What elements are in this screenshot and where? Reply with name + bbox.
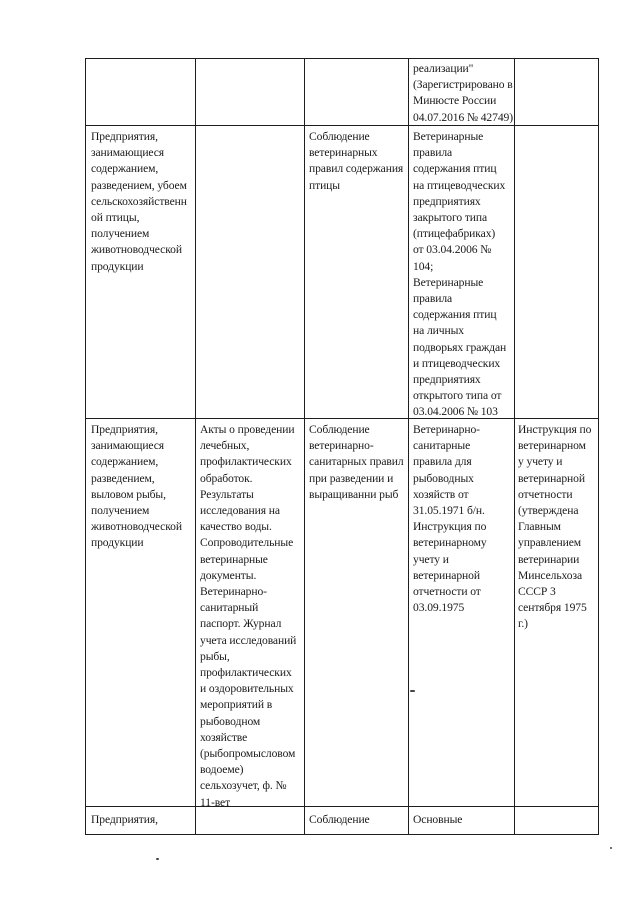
subject-cell: Предприятия, занимающиеся содержанием, разведением, убоем сельскохозяйственн ой птицы, получением животноводческой продукции	[91, 130, 187, 273]
table-border	[85, 58, 599, 59]
requirement-cell: Соблюдение ветеринарных правил содержания птицы	[309, 130, 404, 192]
table-border	[85, 125, 599, 126]
regulation-cell: Ветеринарные правила содержания птиц на птицеводческих предприятиях закрытого типа (птицефабриках) от 03.04.2006 № 104; Ветеринарные правила содержания птиц на личных подворьях граждан и птицеводческих предприятиях открытого типа от 03.04.2006 № 103	[413, 130, 507, 419]
scan-speck	[610, 847, 612, 849]
table-border	[598, 58, 599, 835]
table-border	[195, 58, 196, 835]
regulation-cell: Основные	[413, 813, 463, 826]
scan-speck	[156, 858, 159, 860]
regulation-cell: реализации" (Зарегистрировано в Минюсте России 04.07.2016 № 42749)	[413, 62, 513, 124]
table-border	[408, 58, 409, 835]
reporting-cell: Инструкция по ветеринарном у учету и ветеринарной отчетности (утверждена Главным управлением ветеринарии Минсельхоза СССР 3 сентября 1975 г.)	[518, 423, 592, 631]
regulation-cell: Ветеринарно- санитарные правила для рыбоводных хозяйств от 31.05.1971 б/н. Инструкция по ветеринарному учету и ветеринарной отчетности от 03.09.1975	[413, 423, 487, 615]
requirement-cell: Соблюдение ветеринарно- санитарных правил при разведении и выращиванни рыб	[309, 423, 404, 501]
subject-cell: Предприятия, занимающиеся содержанием, разведением, выловом рыбы, получением животноводческой продукции	[91, 423, 182, 550]
subject-cell: Предприятия,	[91, 813, 158, 826]
table-border	[85, 806, 599, 807]
table-border	[304, 58, 305, 835]
table-border	[514, 58, 515, 835]
documents-cell: Акты о проведении лечебных, профилактических обработок. Результаты исследования на качество воды. Сопроводительные ветеринарные документы. Ветеринарно- санитарный паспорт. Журнал учета исследований рыбы, профилактических и оздоровительных мероприятий в рыбоводном хозяйстве (рыбопромысловом водоеме) сельхозучет, ф. № 11-вет	[200, 423, 297, 809]
requirement-cell: Соблюдение	[309, 813, 370, 826]
scan-speck	[410, 690, 415, 692]
table-border	[85, 834, 599, 835]
table-border	[85, 418, 599, 419]
table-border	[85, 58, 86, 835]
